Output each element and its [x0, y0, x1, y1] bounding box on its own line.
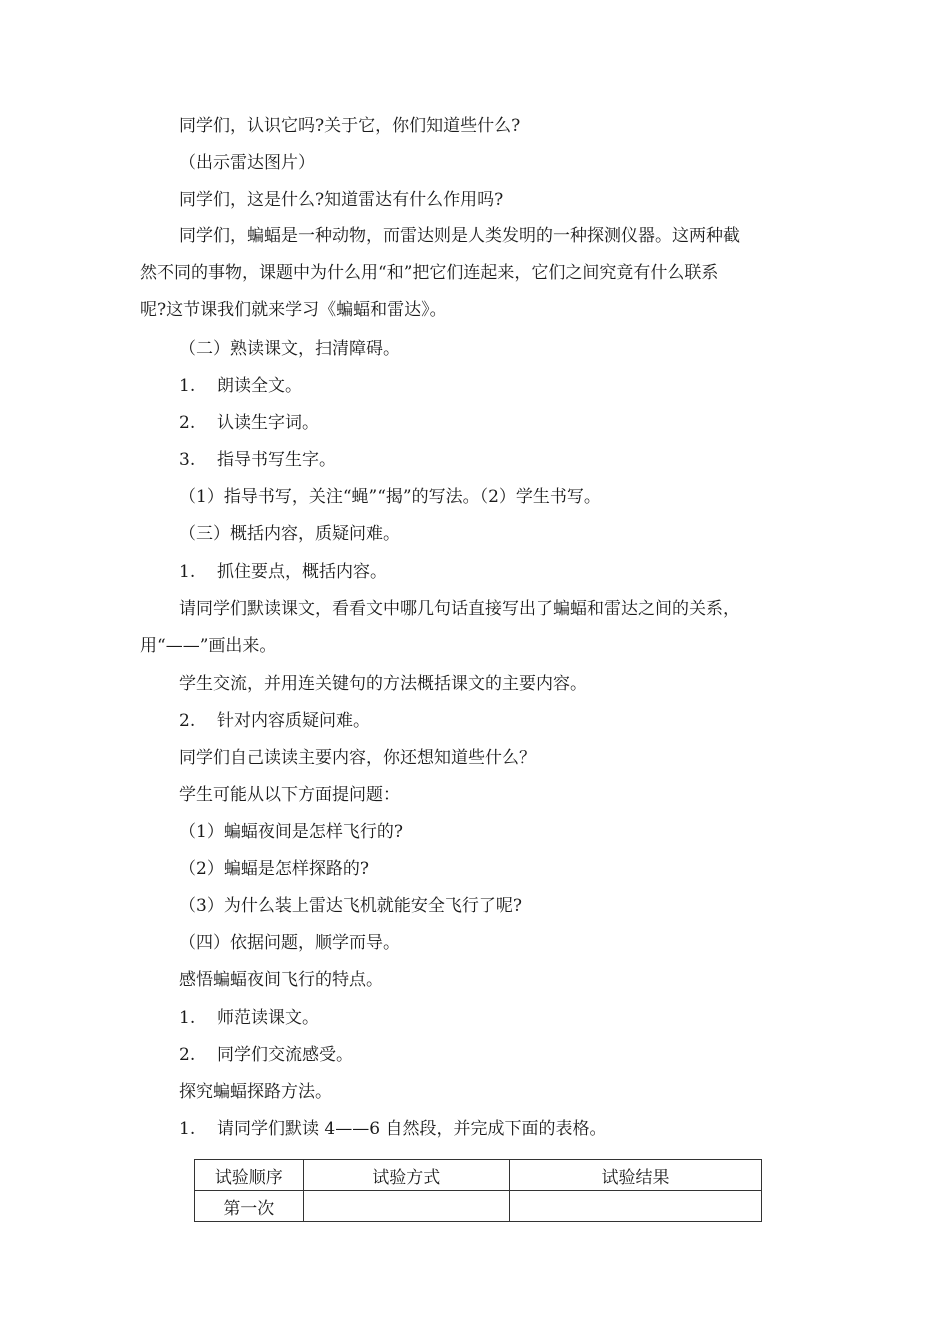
table-cell — [303, 1191, 509, 1222]
paragraph-radar-question: 同学们，这是什么?知道雷达有什么作用吗? — [179, 190, 504, 210]
list-text: 同学们交流感受。 — [217, 1045, 353, 1065]
table-header-row — [195, 1160, 762, 1191]
paragraph-writing-guide: （1）指导书写，关注“蝇”“揭”的写法。（2）学生书写。 — [179, 487, 601, 507]
question-item: （3）为什么装上雷达飞机就能安全飞行了呢? — [179, 896, 522, 916]
experiment-table — [194, 1159, 762, 1222]
paragraph-bat-radar-line1: 同学们，蝙蝠是一种动物，而雷达则是人类发明的一种探测仪器。这两种截 — [179, 226, 740, 246]
list-number: 1. — [179, 376, 196, 396]
list-number: 1. — [179, 1119, 196, 1139]
paragraph-explore-method: 探究蝙蝠探路方法。 — [179, 1082, 332, 1102]
list-item — [179, 1006, 319, 1030]
section-heading-4: （四）依据问题，顺学而导。 — [179, 933, 400, 953]
list-text: 针对内容质疑问难。 — [217, 711, 370, 731]
list-number: 1. — [179, 1008, 196, 1028]
list-text: 指导书写生字。 — [217, 450, 336, 470]
header-order: 试验顺序 — [195, 1160, 304, 1191]
question-item: （1）蝙蝠夜间是怎样飞行的? — [179, 822, 403, 842]
paragraph-silent-read-line2: 用“——”画出来。 — [140, 636, 277, 656]
list-text: 师范读课文。 — [217, 1008, 319, 1028]
header-result: 试验结果 — [509, 1160, 761, 1191]
paragraph-night-flight: 感悟蝙蝠夜间飞行的特点。 — [179, 970, 383, 990]
list-number: 2. — [179, 711, 196, 731]
list-item — [179, 709, 370, 733]
paragraph-silent-read-line1: 请同学们默读课文，看看文中哪几句话直接写出了蝙蝠和雷达之间的关系， — [179, 599, 740, 619]
list-number: 3. — [179, 450, 196, 470]
section-heading-3: （三）概括内容，质疑问难。 — [179, 524, 400, 544]
paragraph-self-read: 同学们自己读读主要内容，你还想知道些什么？ — [179, 748, 536, 768]
table-cell: 第一次 — [195, 1191, 304, 1222]
paragraph-possible-questions: 学生可能从以下方面提问题： — [179, 785, 400, 805]
paragraph-show-radar: （出示雷达图片） — [179, 153, 315, 173]
list-item — [179, 411, 319, 435]
header-method: 试验方式 — [303, 1160, 509, 1191]
list-text: 请同学们默读 4——6 自然段，并完成下面的表格。 — [217, 1119, 607, 1139]
list-text: 朗读全文。 — [217, 376, 302, 396]
paragraph-bat-radar-line3: 呢?这节课我们就来学习《蝙蝠和雷达》。 — [140, 300, 447, 320]
table-cell — [509, 1191, 761, 1222]
section-heading-2: （二）熟读课文，扫清障碍。 — [179, 339, 400, 359]
list-number: 2. — [179, 1045, 196, 1065]
list-number: 2. — [179, 413, 196, 433]
list-item — [179, 1043, 353, 1067]
list-item — [179, 1117, 606, 1141]
list-item — [179, 560, 387, 584]
list-number: 1. — [179, 562, 196, 582]
list-text: 认读生字词。 — [217, 413, 319, 433]
paragraph-bat-radar-line2: 然不同的事物，课题中为什么用“和”把它们连起来，它们之间究竟有什么联系 — [140, 263, 719, 283]
question-item: （2）蝙蝠是怎样探路的? — [179, 859, 369, 879]
paragraph-student-exchange: 学生交流，并用连关键句的方法概括课文的主要内容。 — [179, 674, 587, 694]
paragraph-intro-question: 同学们，认识它吗?关于它，你们知道些什么? — [179, 116, 521, 136]
list-text: 抓住要点，概括内容。 — [217, 562, 387, 582]
list-item — [179, 374, 302, 398]
list-item — [179, 448, 336, 472]
table-row — [195, 1191, 762, 1222]
